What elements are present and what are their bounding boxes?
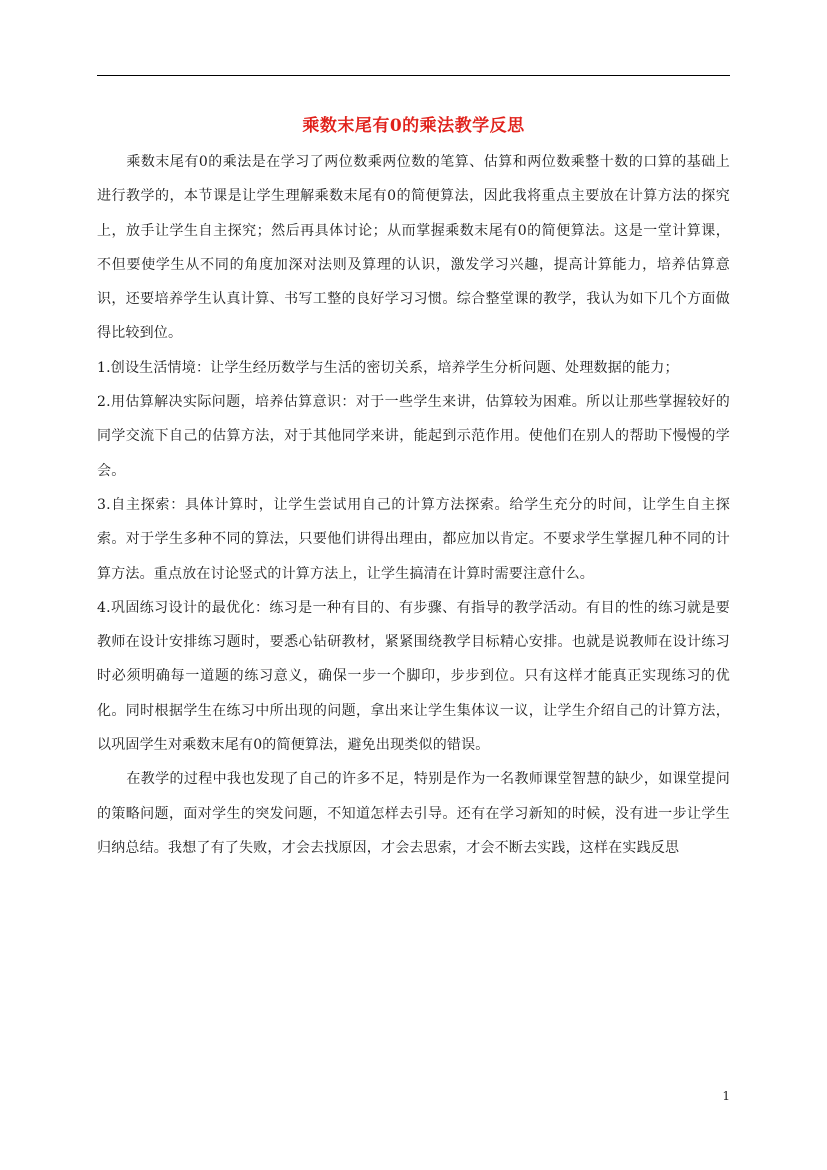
header-rule xyxy=(97,75,730,76)
document-body xyxy=(97,145,730,865)
paragraph-point-3: 3.自主探索：具体计算时，让学生尝试用自己的计算方法探索。给学生充分的时间，让学生自主探索。对于学生多种不同的算法，只要他们讲得出理由，都应加以肯定。不要求学生掌握几种不同的计算方法。重点放在讨论竖式的计算方法上，让学生搞清在计算时需要注意什么。 xyxy=(97,496,730,582)
paragraph-intro: 乘数末尾有0的乘法是在学习了两位数乘两位数的笔算、估算和两位数乘整十数的口算的基础上进行教学的，本节课是让学生理解乘数末尾有0的简便算法，因此我将重点主要放在计算方法的探究上，放手让学生自主探究；然后再具体讨论；从而掌握乘数末尾有0的简便算法。这是一堂计算课，不但要使学生从不同的角度加深对法则及算理的认识，激发学习兴趣，提高计算能力，培养估算意识，还要培养学生认真计算、书写工整的良好学习习惯。综合整堂课的教学，我认为如下几个方面做得比较到位。 xyxy=(97,154,730,342)
page-number: 1 xyxy=(722,1089,730,1103)
paragraph-point-1: 1.创设生活情境：让学生经历数学与生活的密切关系，培养学生分析问题、处理数据的能力； xyxy=(97,359,679,376)
paragraph-point-2: 2.用估算解决实际问题，培养估算意识：对于一些学生来讲，估算较为困难。所以让那些掌握较好的同学交流下自己的估算方法，对于其他同学来讲，能起到示范作用。使他们在别人的帮助下慢慢的学会。 xyxy=(97,394,730,479)
paragraph-point-4: 4.巩固练习设计的最优化：练习是一种有目的、有步骤、有指导的教学活动。有目的性的练习就是要教师在设计安排练习题时，要悉心钻研教材，紧紧围绕教学目标精心安排。也就是说教师在设计练习时必须明确每一道题的练习意义，确保一步一个脚印，步步到位。只有这样才能真正实现练习的优化。同时根据学生在练习中所出现的问题，拿出来让学生集体议一议，让学生介绍自己的计算方法，以巩固学生对乘数末尾有0的简便算法，避免出现类似的错误。 xyxy=(97,599,730,754)
document-title: 乘数末尾有0的乘法教学反思 xyxy=(302,116,525,136)
paragraph-reflection: 在教学的过程中我也发现了自己的许多不足，特别是作为一名教师课堂智慧的缺少，如课堂提问的策略问题，面对学生的突发问题，不知道怎样去引导。还有在学习新知的时候，没有进一步让学生归纳总结。我想了有了失败，才会去找原因，才会去思索，才会不断去实践，这样在实践反思 xyxy=(97,771,730,856)
